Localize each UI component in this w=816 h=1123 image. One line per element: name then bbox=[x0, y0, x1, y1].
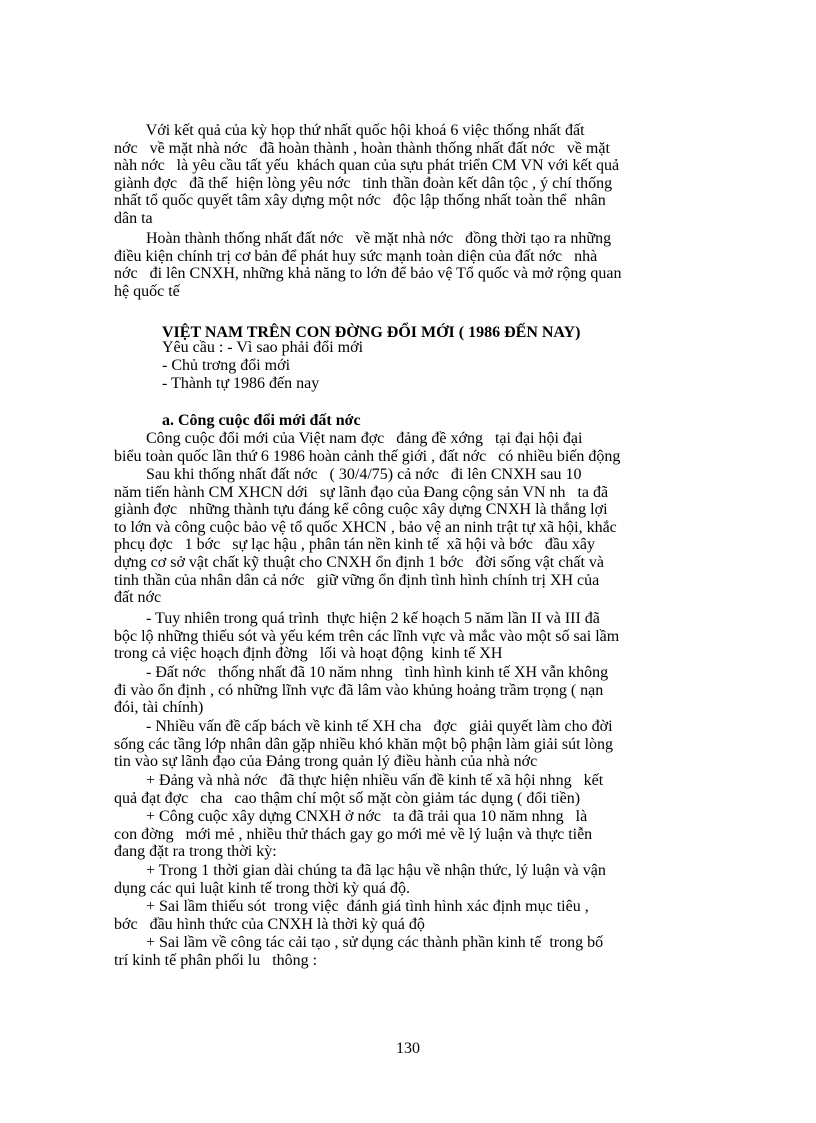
text-line: nớc về mặt nhà nớc đã hoàn thành , hoàn thành thống nhất đất nớc về mặt bbox=[114, 139, 610, 157]
text-line: con đờng mới mẻ , nhiều thử thách gay go mới mẻ về lý luận và thực tiễn bbox=[114, 825, 593, 843]
text-line: tinh thần của nhân dân cả nớc giữ vững ổn định tình hình chính trị XH của bbox=[114, 571, 600, 589]
text-line: đói, tài chính) bbox=[114, 699, 204, 717]
text-line: nớc đi lên CNXH, những khả năng to lớn để bảo vệ Tổ quốc và mở rộng quan bbox=[114, 265, 622, 283]
text-line: hệ quốc tế bbox=[114, 282, 180, 300]
body-paragraph-7 bbox=[114, 808, 702, 861]
text-line: nàh nớc là yêu cầu tất yếu khách quan của sựu phát triển CM VN với kết quả bbox=[114, 157, 620, 175]
list-item: - Thành tự 1986 đến nay bbox=[162, 375, 320, 392]
text-line: dân ta bbox=[114, 209, 153, 227]
text-line: + Đảng và nhà nớc đã thực hiện nhiều vấn đề kinh tế xã hội nhng kết bbox=[114, 772, 604, 789]
paragraph-1 bbox=[114, 122, 702, 228]
body-paragraph-3 bbox=[114, 610, 702, 663]
text-line: - Nhiều vấn đề cấp bách về kinh tế XH cha đợc giải quyết làm cho đời bbox=[114, 718, 613, 735]
text-line: năm tiến hành CM XHCN dới sự lãnh đạo của Đang cộng sản VN nh ta đã bbox=[114, 483, 609, 501]
body-paragraph-8 bbox=[114, 862, 702, 897]
text-line: dụng các qui luật kinh tế trong thời kỳ quá độ. bbox=[114, 879, 410, 897]
list-item: - Chủ trơng đổi mới bbox=[162, 357, 291, 374]
text-line: biểu toàn quốc lần thứ 6 1986 hoàn cảnh thế giới , đất nớc có nhiều biến động bbox=[114, 447, 621, 465]
text-line: to lớn và công cuộc bảo vệ tổ quốc XHCN , bảo vệ an ninh trật tự xã hội, khắc bbox=[114, 518, 617, 536]
body-paragraph-10 bbox=[114, 934, 702, 969]
text-line: giành đợc đã thể hiện lòng yêu nớc tinh thần đoàn kết dân tộc , ý chí thống bbox=[114, 174, 613, 192]
text-line: - Đất nớc thống nhất đã 10 năm nhng tình hình kinh tế XH vẫn không bbox=[114, 664, 609, 681]
text-line: bớc đầu hình thức của CNXH là thời kỳ quá độ bbox=[114, 915, 425, 933]
requirements-list bbox=[162, 339, 363, 393]
body-paragraph-6 bbox=[114, 772, 702, 807]
body-paragraph-2 bbox=[114, 466, 702, 607]
text-line: đi vào ổn định , có những lĩnh vực đã lâm vào khủng hoảng trầm trọng ( nạn bbox=[114, 681, 604, 699]
text-line: trí kinh tế phân phối lu thông : bbox=[114, 951, 318, 969]
text-line: sống các tầng lớp nhân dân gặp nhiều khó khăn một bộ phận làm giải sút lòng bbox=[114, 735, 614, 753]
text-line: + Sai lầm về công tác cải tạo , sử dụng các thành phần kinh tế trong bố bbox=[114, 934, 604, 951]
text-line: đang đặt ra trong thời kỳ: bbox=[114, 843, 277, 861]
text-line: đất nớc bbox=[114, 589, 162, 607]
text-line: Sau khi thống nhất đất nớc ( 30/4/75) cả nớc đi lên CNXH sau 10 bbox=[114, 466, 582, 483]
list-item: Yêu cầu : - Vì sao phải đổi mới bbox=[162, 339, 364, 356]
text-line: bộc lộ những thiếu sót và yếu kém trên các lĩnh vực và mắc vào một số sai lầm bbox=[114, 627, 620, 645]
text-line: phcụ đợc 1 bớc sự lạc hậu , phân tán nền kinh tế xã hội và bớc đầu xây bbox=[114, 536, 596, 554]
text-line: Công cuộc đổi mới của Việt nam đợc đảng đề xớng tại đại hội đại bbox=[114, 430, 583, 447]
text-line: trong cả việc hoạch định đờng lối và hoạt động kinh tế XH bbox=[114, 645, 503, 663]
paragraph-2 bbox=[114, 230, 702, 300]
section-title: VIỆT NAM TRÊN CON ĐỜNG ĐỔI MỚI ( 1986 ĐẾN NAY) bbox=[162, 324, 581, 341]
text-line: Hoàn thành thống nhất đất nớc về mặt nhà nớc đồng thời tạo ra những bbox=[114, 230, 612, 247]
text-line: - Tuy nhiên trong quá trình thực hiện 2 kế hoạch 5 năm lần II và III đã bbox=[114, 610, 600, 627]
text-line: quả đạt đợc cha cao thậm chí một số mặt còn giảm tác dụng ( đổi tiền) bbox=[114, 789, 581, 807]
text-line: giành đợc những thành tựu đáng kể công cuộc xây dựng CNXH là thắng lợi bbox=[114, 501, 608, 519]
text-line: + Công cuộc xây dựng CNXH ở nớc ta đã trải qua 10 năm nhng là bbox=[114, 808, 588, 825]
text-line: điều kiện chính trị cơ bản để phát huy sức mạnh toàn diện của đất nớc nhà bbox=[114, 247, 598, 265]
body-paragraph-4 bbox=[114, 664, 702, 717]
text-line: tin vào sự lãnh đạo của Đảng trong quản lý điều hành của nhà nớc bbox=[114, 753, 538, 771]
text-line: nhất tổ quốc quyết tâm xây dựng một nớc độc lập thống nhất toàn thể nhân bbox=[114, 192, 606, 210]
page-number: 130 bbox=[396, 1040, 420, 1057]
text-line: Với kết quả của kỳ họp thứ nhất quốc hội khoá 6 việc thống nhất đất bbox=[114, 122, 585, 139]
text-line: dựng cơ sở vật chất kỹ thuật cho CNXH ổn định 1 bớc đời sống vật chất và bbox=[114, 553, 604, 571]
body-paragraph-9 bbox=[114, 898, 702, 933]
body-paragraph-5 bbox=[114, 718, 702, 771]
subsection-title: a. Công cuộc đổi mới đất nớc bbox=[162, 412, 361, 429]
body-paragraph-1 bbox=[114, 430, 702, 465]
text-line: + Trong 1 thời gian dài chúng ta đã lạc hậu về nhận thức, lý luận và vận bbox=[114, 862, 606, 879]
text-line: + Sai lầm thiếu sót trong việc đánh giá tình hình xác định mục tiêu , bbox=[114, 898, 589, 915]
